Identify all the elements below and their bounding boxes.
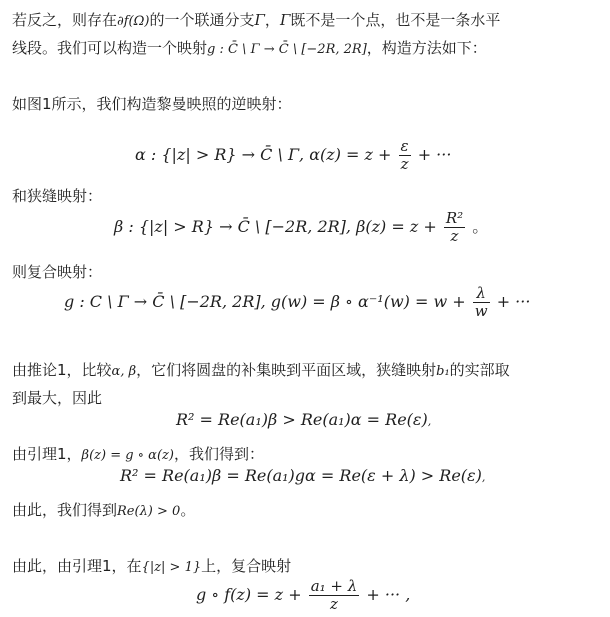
numerator: a₁ + λ [310, 577, 358, 595]
equation-final [196, 578, 410, 613]
fraction [309, 578, 360, 613]
slit-intro: 和狭缝映射： [12, 187, 103, 205]
text: 的实部取 [449, 361, 510, 379]
text: ，它们将圆盘的补集映到平面区域，狭缝映射 [136, 361, 437, 379]
text: 线段。我们可以构造一个映射 [12, 39, 208, 57]
math-domain: {|z| > 1} [141, 560, 202, 575]
equation-alpha [135, 138, 451, 173]
text: ，构造方法如下： [366, 39, 487, 57]
equation-alpha-tail: + ··· [417, 145, 452, 164]
numerator: λ [476, 284, 486, 302]
equation-text: R² = Re(a₁)β = Re(a₁)gα = Re(ε + λ) > Re(ε) [120, 466, 482, 485]
equation-final-left: g ∘ f(z) = z + [196, 585, 302, 604]
text: 由推论1，比较 [12, 361, 112, 379]
equation-beta-tail: 。 [472, 217, 489, 236]
math-boundary: ∂f(Ω) [117, 14, 150, 29]
paragraph-2-intro: 如图1所示，我们构造黎曼映照的逆映射： [12, 95, 292, 113]
numerator: ε [400, 137, 409, 155]
paragraph-3-line-2: 到最大，因此 [12, 389, 103, 407]
equation-final-tail: + ··· , [366, 585, 411, 604]
text: 由引理1， [12, 445, 82, 463]
math-map-g: g : C̄ \ Γ → C̄ \ [−2R, 2R] [207, 42, 367, 57]
math-gamma: Γ [254, 11, 265, 29]
text: 上，复合映射 [201, 557, 292, 575]
equation-beta [114, 210, 488, 245]
denominator: z [399, 155, 411, 173]
paragraph-3-line-3 [12, 444, 264, 466]
equation-tail: , [481, 471, 486, 484]
text: ， [264, 11, 280, 29]
text: ，我们得到： [173, 445, 264, 463]
paragraph-1-line-2 [12, 38, 487, 60]
paragraph-3-line-1 [12, 360, 510, 382]
equation-r-squared-2 [120, 466, 485, 485]
composite-intro: 则复合映射： [12, 263, 103, 281]
math-gamma: Γ [279, 11, 291, 29]
equation-r-squared-1 [176, 410, 431, 429]
equation-alpha-left: α : {|z| > R} → C̄ \ Γ, α(z) = z + [135, 145, 392, 164]
math-b1: b₁ [436, 364, 450, 379]
equation-text: R² = Re(a₁)β > Re(a₁)α = Re(ε) [176, 410, 428, 429]
math-beta-composition: β(z) = g ∘ α(z) [81, 448, 174, 463]
equation-g-tail: + ··· [496, 292, 531, 311]
math-alpha-beta: α, β [111, 364, 137, 379]
denominator: z [444, 227, 465, 245]
equation-g-left: g : C \ Γ → C̄ \ [−2R, 2R], g(w) = β ∘ α⁻¹(w) = w + [64, 292, 466, 311]
text: 的一个联通分支 [149, 11, 255, 29]
fraction [399, 138, 411, 173]
paragraph-3-line-4 [12, 500, 195, 522]
denominator: w [474, 302, 488, 320]
text: 若反之，则存在 [12, 11, 118, 29]
numerator: R² [445, 209, 464, 227]
denominator: z [309, 595, 360, 613]
text: 由此，我们得到 [12, 501, 118, 519]
paragraph-1-line-1 [12, 10, 500, 32]
text: 既不是一个点，也不是一条水平 [290, 11, 501, 29]
text: 由此，由引理1，在 [12, 557, 142, 575]
equation-beta-left: β : {|z| > R} → C̄ \ [−2R, 2R], β(z) = z + [114, 217, 437, 236]
equation-g [64, 285, 530, 320]
text: 。 [180, 501, 196, 519]
math-re-lambda: Re(λ) > 0 [117, 504, 181, 519]
fraction [473, 285, 490, 320]
paragraph-4-line-1 [12, 556, 291, 578]
fraction [444, 210, 465, 245]
equation-tail: , [427, 415, 432, 428]
